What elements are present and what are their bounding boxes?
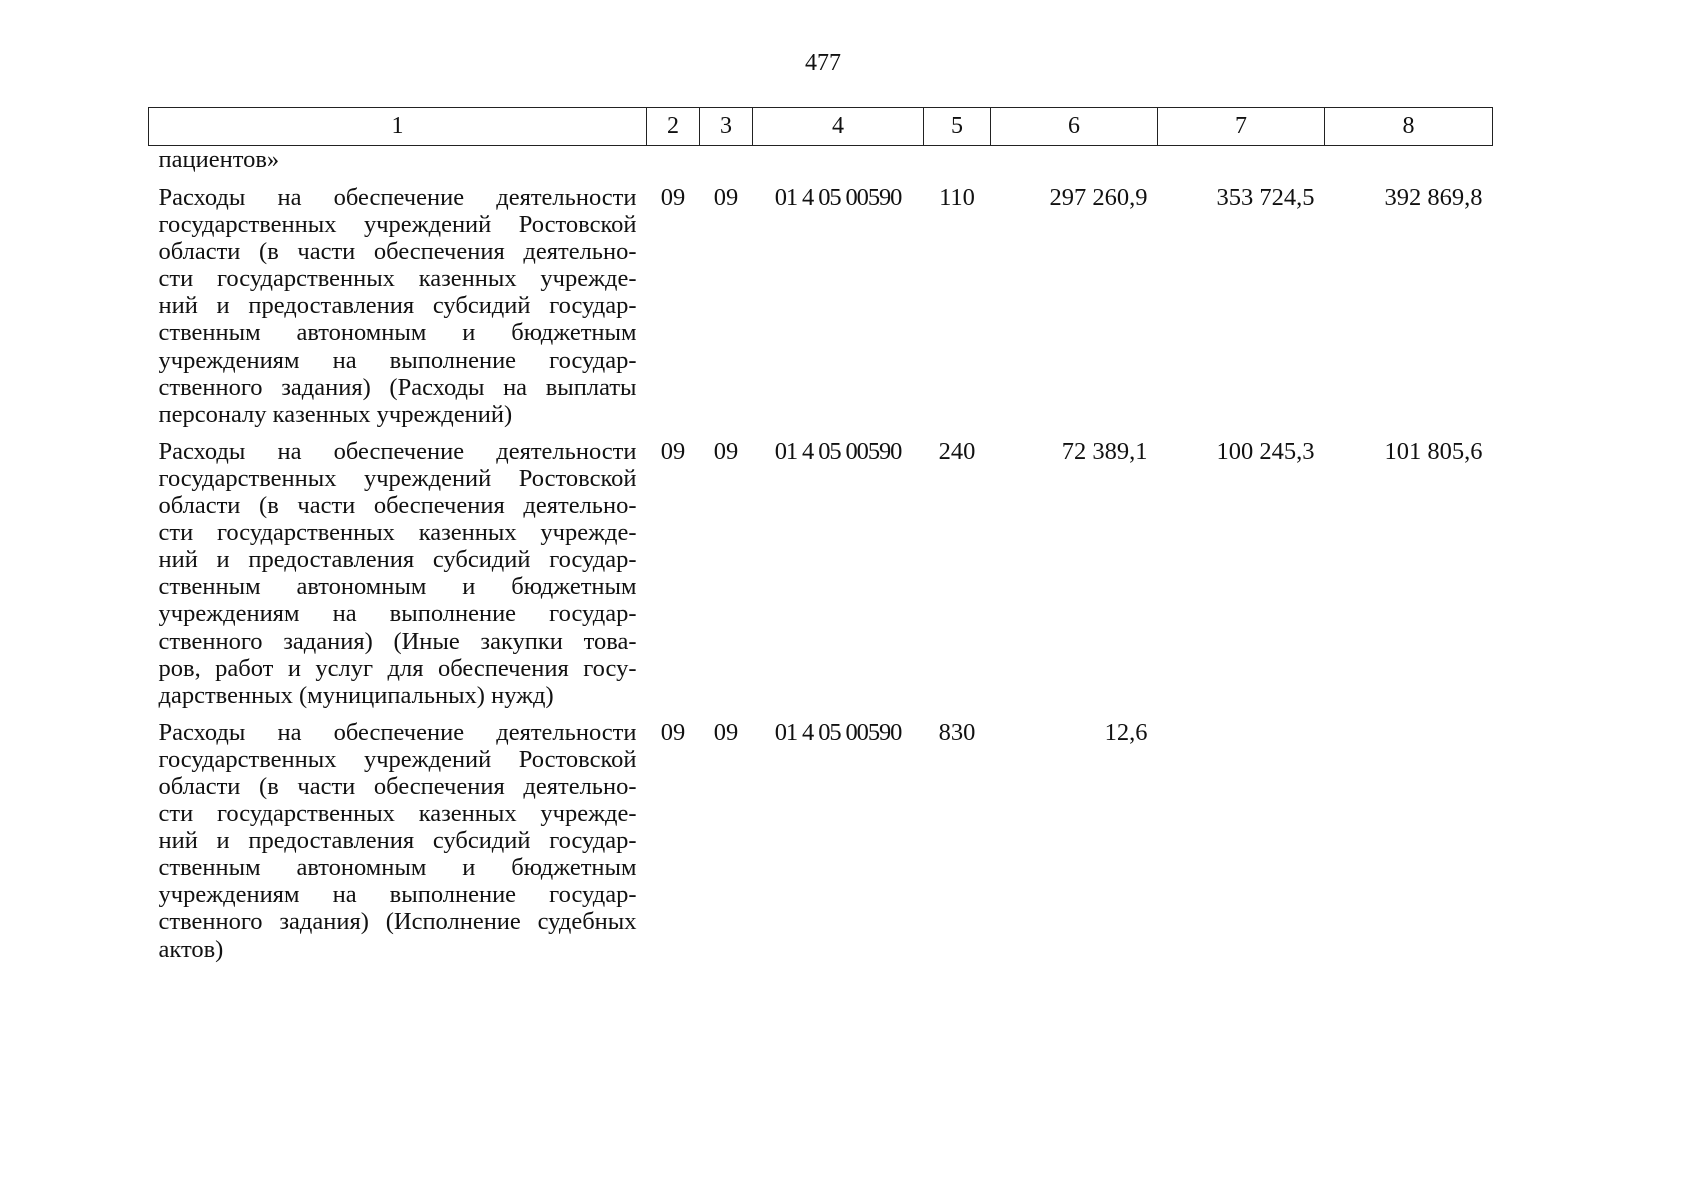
- amount-col6: 297 260,9: [1049, 184, 1148, 211]
- amount-col6: 12,6: [1104, 718, 1148, 746]
- continuation-row: [149, 146, 1493, 175]
- table-row: [149, 709, 1493, 963]
- subsection-code: 09: [713, 718, 739, 746]
- description-line: государственных учреждений Ростовской: [158, 211, 637, 239]
- header-row: [149, 108, 1493, 146]
- description-line: актов): [158, 935, 224, 963]
- target-article-code: 01 4 05 00590: [774, 184, 902, 211]
- description-line: ний и предоставления субсидий государ-: [158, 827, 637, 855]
- section-code: 09: [660, 437, 686, 465]
- row-description: [149, 709, 647, 963]
- amount-col8: 392 869,8: [1384, 184, 1483, 211]
- description-line: учреждениям на выполнение государ-: [158, 881, 637, 909]
- description-line: области (в части обеспечения деятельно-: [158, 492, 637, 520]
- description-line: области (в части обеспечения деятельно-: [158, 238, 637, 266]
- amount-col7: [1158, 709, 1325, 963]
- description-line: ров, работ и услуг для обеспечения госу-: [158, 654, 637, 682]
- table-row: [149, 174, 1493, 428]
- header-cell-1: 1: [149, 108, 647, 146]
- table-row: [149, 428, 1493, 709]
- subsection-code: 09: [713, 437, 739, 465]
- amount-col8: 101 805,6: [1384, 437, 1483, 465]
- header-cell-5: 5: [924, 108, 991, 146]
- section-code: 09: [660, 184, 686, 211]
- description-line: персоналу казенных учреждений): [158, 400, 513, 428]
- header-cell-6: 6: [991, 108, 1158, 146]
- expense-type-code: 240: [938, 437, 976, 465]
- description-line: ственным автономным и бюджетным: [158, 573, 637, 601]
- description-line: Расходы на обеспечение деятельности: [158, 184, 637, 211]
- row-description: [149, 174, 647, 428]
- description-line: ственного задания) (Исполнение судебных: [158, 908, 637, 936]
- description-line: Расходы на обеспечение деятельности: [158, 718, 637, 746]
- amount-col8: [1325, 709, 1493, 963]
- description-line: ний и предоставления субсидий государ-: [158, 292, 637, 320]
- header-cell-2: 2: [647, 108, 700, 146]
- description-line: ственным автономным и бюджетным: [158, 319, 637, 347]
- header-cell-8: 8: [1325, 108, 1493, 146]
- amount-col6: 72 389,1: [1061, 437, 1148, 465]
- description-line: Расходы на обеспечение деятельности: [158, 437, 637, 465]
- description-line: учреждениям на выполнение государ-: [158, 346, 637, 374]
- section-code: 09: [660, 718, 686, 746]
- description-line: ственного задания) (Расходы на выплаты: [158, 373, 637, 401]
- description-line: государственных учреждений Ростовской: [158, 464, 637, 492]
- description-line: ственного задания) (Иные закупки това-: [158, 627, 637, 655]
- description-line: ний и предоставления субсидий государ-: [158, 546, 637, 574]
- target-article-code: 01 4 05 00590: [774, 437, 902, 465]
- expense-type-code: 830: [938, 718, 976, 746]
- subsection-code: 09: [713, 184, 739, 211]
- budget-table: [148, 107, 1493, 963]
- header-cell-3: 3: [700, 108, 753, 146]
- description-line: сти государственных казенных учрежде-: [158, 519, 637, 547]
- description-line: государственных учреждений Ростовской: [158, 745, 637, 773]
- header-cell-4: 4: [753, 108, 924, 146]
- header-cell-7: 7: [1158, 108, 1325, 146]
- description-line: учреждениям на выполнение государ-: [158, 600, 637, 628]
- row-description: [149, 428, 647, 709]
- description-line: области (в части обеспечения деятельно-: [158, 772, 637, 800]
- description-line: ственным автономным и бюджетным: [158, 854, 637, 882]
- amount-col7: 100 245,3: [1216, 437, 1315, 465]
- description-line: сти государственных казенных учрежде-: [158, 800, 637, 828]
- description-line: дарственных (муниципальных) нужд): [158, 681, 554, 709]
- amount-col7: 353 724,5: [1216, 184, 1315, 211]
- continuation-text: пациентов»: [158, 146, 280, 173]
- page-number: 477: [805, 50, 841, 76]
- description-line: сти государственных казенных учрежде-: [158, 265, 637, 293]
- expense-type-code: 110: [939, 184, 975, 211]
- target-article-code: 01 4 05 00590: [774, 718, 902, 746]
